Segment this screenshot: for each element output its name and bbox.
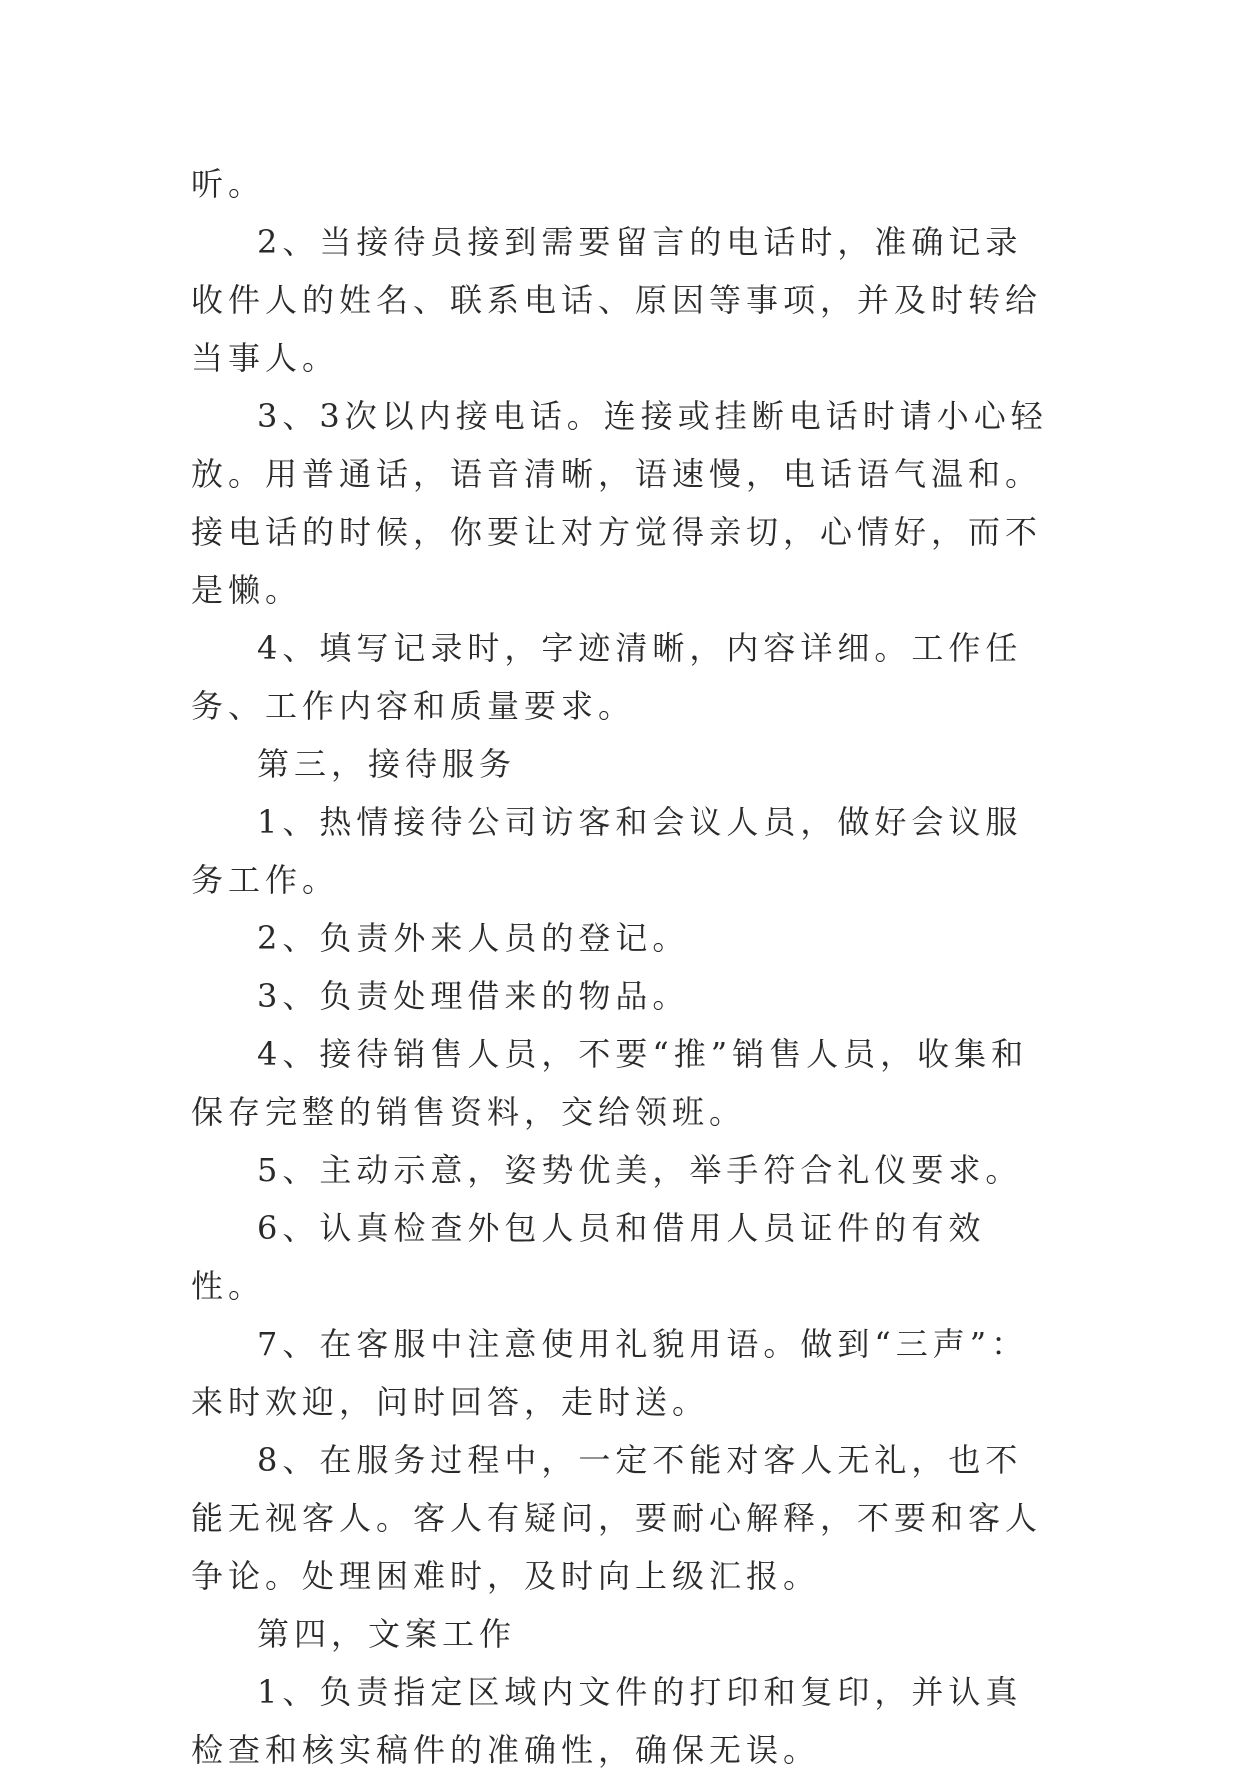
section-heading: 第四，文案工作 bbox=[257, 1615, 517, 1653]
paragraph: 4、填写记录时，字迹清晰，内容详细。工作任务、工作内容和质量要求。 bbox=[191, 629, 1023, 725]
paragraph: 8、在服务过程中，一定不能对客人无礼，也不能无视客人。客人有疑问，要耐心解释，不要和客人争论。处理困难时，及时向上级汇报。 bbox=[191, 1441, 1043, 1595]
paragraph: 听。 bbox=[191, 165, 266, 203]
paragraph: 7、在客服中注意使用礼貌用语。做到“三声”：来时欢迎，问时回答，走时送。 bbox=[191, 1325, 1029, 1421]
document-body bbox=[191, 155, 1051, 1779]
section-heading: 第三，接待服务 bbox=[257, 745, 517, 783]
paragraph: 2、负责外来人员的登记。 bbox=[257, 919, 690, 957]
paragraph: 1、热情接待公司访客和会议人员，做好会议服务工作。 bbox=[191, 803, 1023, 899]
paragraph: 2、当接待员接到需要留言的电话时，准确记录收件人的姓名、联系电话、原因等事项，并及时转给当事人。 bbox=[191, 223, 1043, 377]
paragraph: 5、主动示意，姿势优美，举手符合礼仪要求。 bbox=[257, 1151, 1023, 1189]
paragraph: 3、负责处理借来的物品。 bbox=[257, 977, 690, 1015]
paragraph: 1、负责指定区域内文件的打印和复印，并认真检查和核实稿件的准确性，确保无误。 bbox=[191, 1673, 1023, 1769]
paragraph: 4、接待销售人员，不要“推”销售人员，收集和保存完整的销售资料，交给领班。 bbox=[191, 1035, 1029, 1131]
paragraph: 3、3次以内接电话。连接或挂断电话时请小心轻放。用普通话，语音清晰，语速慢，电话语气温和。接电话的时候，你要让对方觉得亲切，心情好，而不是懒。 bbox=[191, 397, 1048, 609]
paragraph: 6、认真检查外包人员和借用人员证件的有效性。 bbox=[191, 1209, 986, 1305]
